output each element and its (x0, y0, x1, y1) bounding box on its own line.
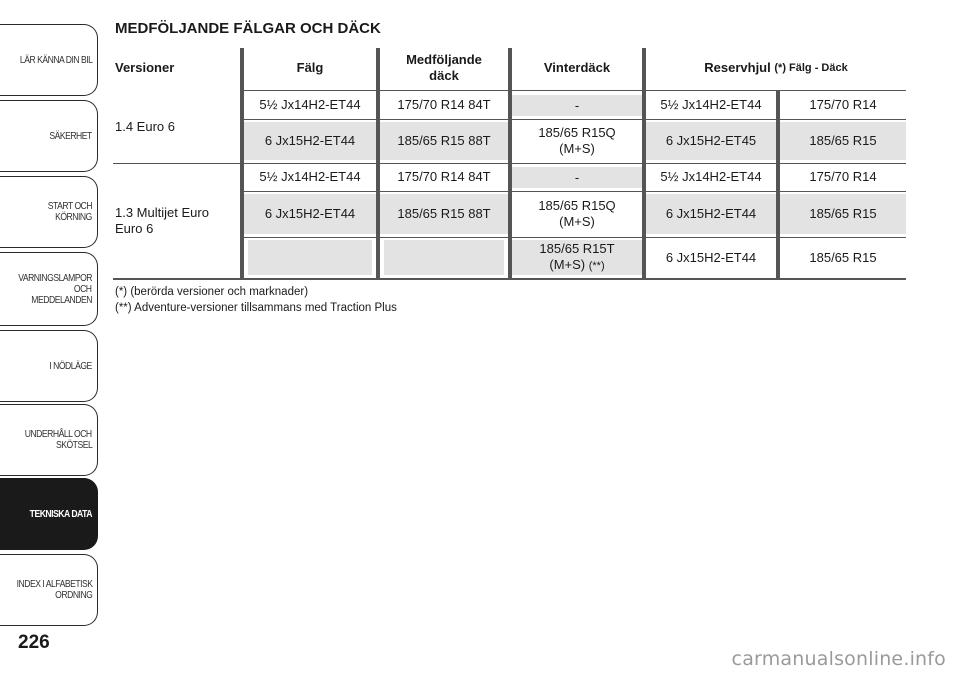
footnote: (**) Adventure-versioner tillsammans med Traction Plus (115, 302, 397, 314)
watermark: carmanualsonline.info (731, 648, 946, 670)
spare-rim-cell: 5½ Jx14H2-ET44 (660, 169, 762, 184)
rim-cell: 5½ Jx14H2-ET44 (259, 169, 361, 184)
spare-rim-cell: 6 Jx15H2-ET45 (646, 122, 776, 160)
spare-rim-cell: 5½ Jx14H2-ET44 (660, 97, 762, 112)
winter-cell: 185/65 R15Q (M+S) (538, 198, 616, 229)
rim-cell (248, 240, 372, 275)
tab-underhall-och-skotsel[interactable]: UNDERHÅLL OCH SKÖTSEL (0, 404, 98, 476)
footnotes (115, 284, 397, 316)
header-winter-tyre: Vinterdäck (543, 60, 611, 75)
row-divider (244, 191, 906, 192)
row-divider (113, 163, 906, 164)
winter-cell: 185/65 R15Q (M+S) (538, 125, 616, 156)
tyre-cell: 175/70 R14 84T (397, 97, 491, 112)
footnote: (*) (berörda versioner och marknader) (115, 286, 309, 298)
section-heading: MEDFÖLJANDE FÄLGAR OCH DÄCK (115, 20, 381, 37)
page-number: 226 (18, 632, 50, 653)
tab-i-nodlage[interactable]: I NÖDLÄGE (0, 330, 98, 402)
header-versions: Versioner (115, 60, 175, 75)
tab-varningslampor[interactable]: VARNINGSLAMPOR OCH MEDDELANDEN (0, 252, 98, 326)
winter-cell: - (512, 167, 642, 188)
version-cell: 1.3 Multijet Euro Euro 6 (115, 204, 209, 236)
row-divider (113, 278, 906, 280)
spare-tyre-cell: 185/65 R15 (809, 249, 877, 265)
spare-tyre-cell: 175/70 R14 (809, 97, 877, 112)
winter-cell: 185/65 R15T (M+S) (**) (512, 240, 642, 275)
rim-cell: 6 Jx15H2-ET44 (244, 122, 376, 160)
version-cell: 1.4 Euro 6 (115, 119, 175, 134)
tab-index-i-alfabetisk-ordning[interactable]: INDEX I ALFABETISK ORDNING (0, 554, 98, 626)
tab-lar-kanna-din-bil[interactable]: LÄR KÄNNA DIN BIL (0, 24, 98, 96)
tab-tekniska-data[interactable]: TEKNISKA DATA (0, 478, 98, 550)
tyre-table (113, 48, 906, 280)
tyre-cell: 185/65 R15 88T (380, 194, 508, 234)
row-divider (244, 90, 906, 91)
header-included-tyre: Medföljande däck (406, 52, 482, 83)
spare-tyre-cell: 185/65 R15 (780, 122, 906, 160)
row-divider (244, 237, 906, 238)
spare-rim-cell: 6 Jx15H2-ET44 (665, 249, 757, 265)
winter-cell: - (512, 95, 642, 116)
row-divider (244, 119, 906, 120)
header-rim: Fälg (296, 60, 324, 75)
header-spare-wheel: Reservhjul (*) Fälg - Däck (704, 60, 848, 75)
rim-cell: 6 Jx15H2-ET44 (244, 194, 376, 234)
spare-tyre-cell: 185/65 R15 (780, 194, 906, 234)
tyre-cell: 175/70 R14 84T (397, 169, 491, 184)
spare-tyre-cell: 175/70 R14 (809, 169, 877, 184)
tab-start-och-korning[interactable]: START OCH KÖRNING (0, 176, 98, 248)
tab-sakerhet[interactable]: SÄKERHET (0, 100, 98, 172)
spare-rim-cell: 6 Jx15H2-ET44 (646, 194, 776, 234)
tyre-cell: 185/65 R15 88T (380, 122, 508, 160)
tyre-cell (384, 240, 504, 275)
rim-cell: 5½ Jx14H2-ET44 (259, 97, 361, 112)
